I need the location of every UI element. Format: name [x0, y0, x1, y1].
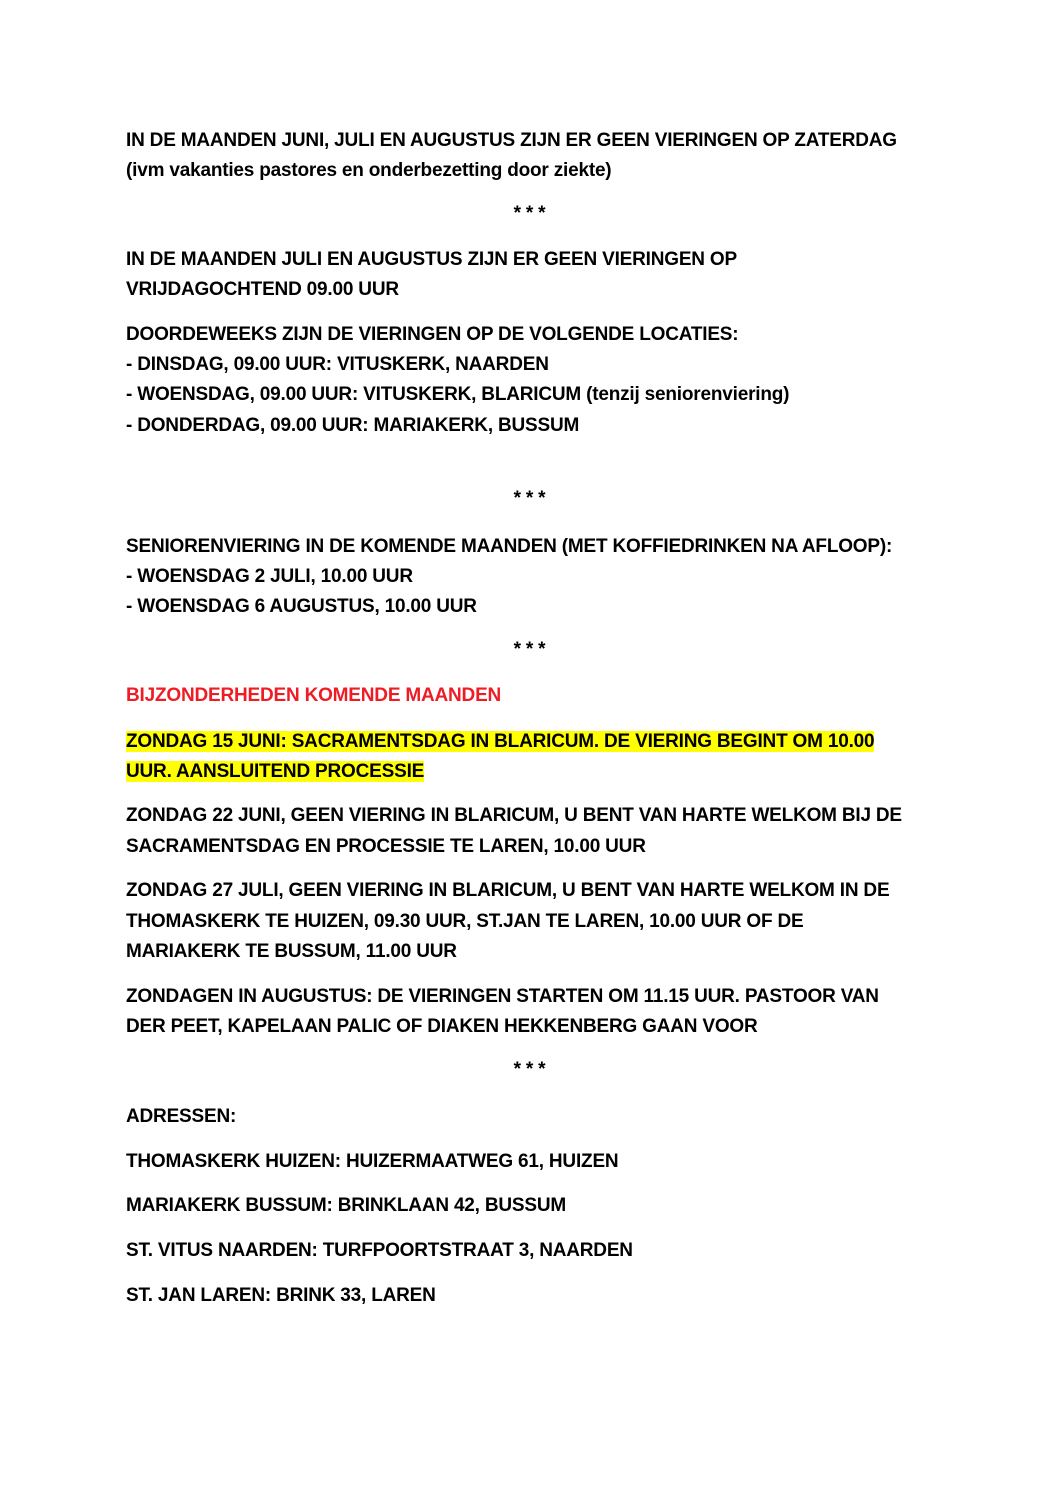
june22-line-2: SACRAMENTSDAG EN PROCESSIE TE LAREN, 10.00 UUR: [126, 836, 646, 857]
weekday-item: - DINSDAG, 09.00 UUR: VITUSKERK, NAARDEN: [126, 354, 549, 375]
weekday-item: - WOENSDAG, 09.00 UUR: VITUSKERK, BLARICUM (tenzij seniorenviering): [126, 384, 790, 405]
july27-line-2: THOMASKERK TE HUIZEN, 09.30 UUR, ST.JAN TE LAREN, 10.00 UUR OF DE: [126, 911, 804, 932]
separator: * * *: [513, 639, 546, 660]
june22-line-1: ZONDAG 22 JUNI, GEEN VIERING IN BLARICUM, U BENT VAN HARTE WELKOM BIJ DE: [126, 805, 902, 826]
highlighted-text: ZONDAG 15 JUNI: SACRAMENTSDAG IN BLARICUM. DE VIERING BEGINT OM 10.00: [126, 731, 875, 752]
july27-line-3: MARIAKERK TE BUSSUM, 11.00 UUR: [126, 941, 457, 962]
saturday-notice-line-2: (ivm vakanties pastores en onderbezetting door ziekte): [126, 160, 612, 181]
highlighted-text: UUR. AANSLUITEND PROCESSIE: [126, 761, 425, 782]
weekdays-heading: DOORDEWEEKS ZIJN DE VIERINGEN OP DE VOLGENDE LOCATIES:: [126, 324, 739, 345]
august-line-1: ZONDAGEN IN AUGUSTUS: DE VIERINGEN STARTEN OM 11.15 UUR. PASTOOR VAN: [126, 986, 879, 1007]
highlight-line-1: [126, 727, 874, 757]
specials-heading: BIJZONDERHEDEN KOMENDE MAANDEN: [126, 685, 502, 706]
addresses-heading: ADRESSEN:: [126, 1106, 237, 1127]
separator: * * *: [513, 203, 546, 224]
friday-notice-line-2: VRIJDAGOCHTEND 09.00 UUR: [126, 279, 399, 300]
highlight-line-2: [126, 757, 424, 787]
august-line-2: DER PEET, KAPELAAN PALIC OF DIAKEN HEKKENBERG GAAN VOOR: [126, 1016, 758, 1037]
senior-item: - WOENSDAG 6 AUGUSTUS, 10.00 UUR: [126, 596, 477, 617]
july27-line-1: ZONDAG 27 JULI, GEEN VIERING IN BLARICUM, U BENT VAN HARTE WELKOM IN DE: [126, 880, 890, 901]
address-item: THOMASKERK HUIZEN: HUIZERMAATWEG 61, HUIZEN: [126, 1151, 619, 1172]
saturday-notice-line-1: IN DE MAANDEN JUNI, JULI EN AUGUSTUS ZIJN ER GEEN VIERINGEN OP ZATERDAG: [126, 130, 897, 151]
separator: * * *: [513, 1059, 546, 1080]
address-item: MARIAKERK BUSSUM: BRINKLAAN 42, BUSSUM: [126, 1195, 566, 1216]
address-item: ST. VITUS NAARDEN: TURFPOORTSTRAAT 3, NAARDEN: [126, 1240, 633, 1261]
senior-item: - WOENSDAG 2 JULI, 10.00 UUR: [126, 566, 413, 587]
weekday-item: - DONDERDAG, 09.00 UUR: MARIAKERK, BUSSUM: [126, 415, 580, 436]
separator: * * *: [513, 488, 546, 509]
address-item: ST. JAN LAREN: BRINK 33, LAREN: [126, 1285, 436, 1306]
friday-notice-line-1: IN DE MAANDEN JULI EN AUGUSTUS ZIJN ER GEEN VIERINGEN OP: [126, 249, 737, 270]
seniors-heading: SENIORENVIERING IN DE KOMENDE MAANDEN (MET KOFFIEDRINKEN NA AFLOOP):: [126, 536, 893, 557]
